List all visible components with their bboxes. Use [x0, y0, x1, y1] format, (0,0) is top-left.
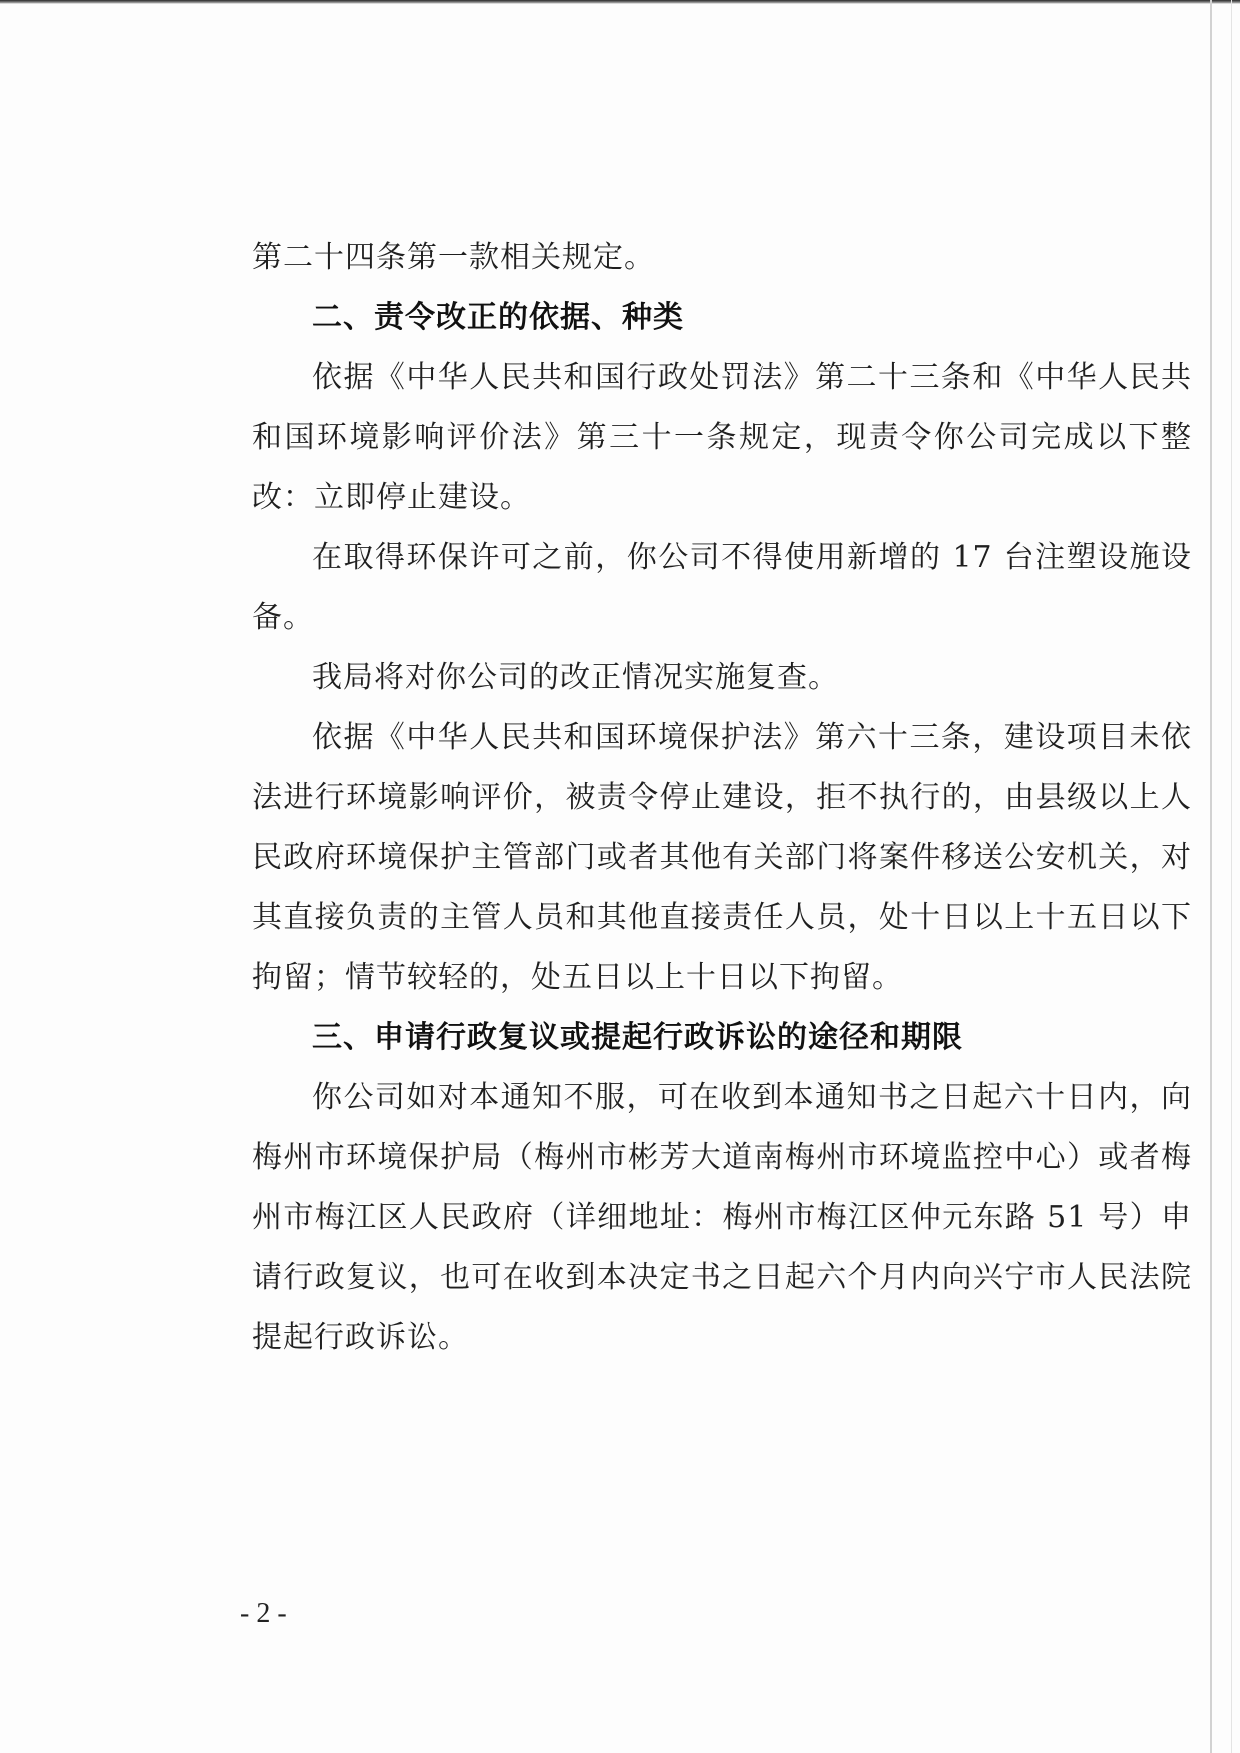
section-3-paragraph-1: 你公司如对本通知不服，可在收到本通知书之日起六十日内，向梅州市环境保护局（梅州市彬芳大道南梅州市环境监控中心）或者梅州市梅江区人民政府（详细地址：梅州市梅江区仲元东路 51 号）申请行政复议，也可在收到本决定书之日起六个月内向兴宁市人民法院提起行政诉讼。: [252, 1080, 1192, 1355]
scan-top-edge: [0, 0, 1240, 4]
page-number: - 2 -: [240, 1598, 287, 1629]
section-2-paragraph-4: 依据《中华人民共和国环境保护法》第六十三条，建设项目未依法进行环境影响评价，被责令停止建设，拒不执行的，由县级以上人民政府环境保护主管部门或者其他有关部门将案件移送公安机关，对其直接负责的主管人员和其他直接责任人员，处十日以上十五日以下拘留；情节较轻的，处五日以上十日以下拘留。: [252, 720, 1192, 995]
section-2-paragraph-3: 我局将对你公司的改正情况实施复查。: [312, 660, 839, 695]
document-body: [252, 228, 1192, 1368]
section-2-heading: 二、责令改正的依据、种类: [312, 300, 684, 335]
scan-right-edge: [1210, 0, 1212, 1753]
section-2-paragraph-1: 依据《中华人民共和国行政处罚法》第二十三条和《中华人民共和国环境影响评价法》第三十一条规定，现责令你公司完成以下整改：立即停止建设。: [252, 360, 1192, 515]
intro-line: 第二十四条第一款相关规定。: [252, 240, 655, 275]
section-2-paragraph-2: 在取得环保许可之前，你公司不得使用新增的 17 台注塑设施设备。: [252, 540, 1192, 635]
section-3-heading: 三、申请行政复议或提起行政诉讼的途径和期限: [312, 1020, 963, 1055]
scan-right-edge-outer: [1231, 0, 1232, 1753]
